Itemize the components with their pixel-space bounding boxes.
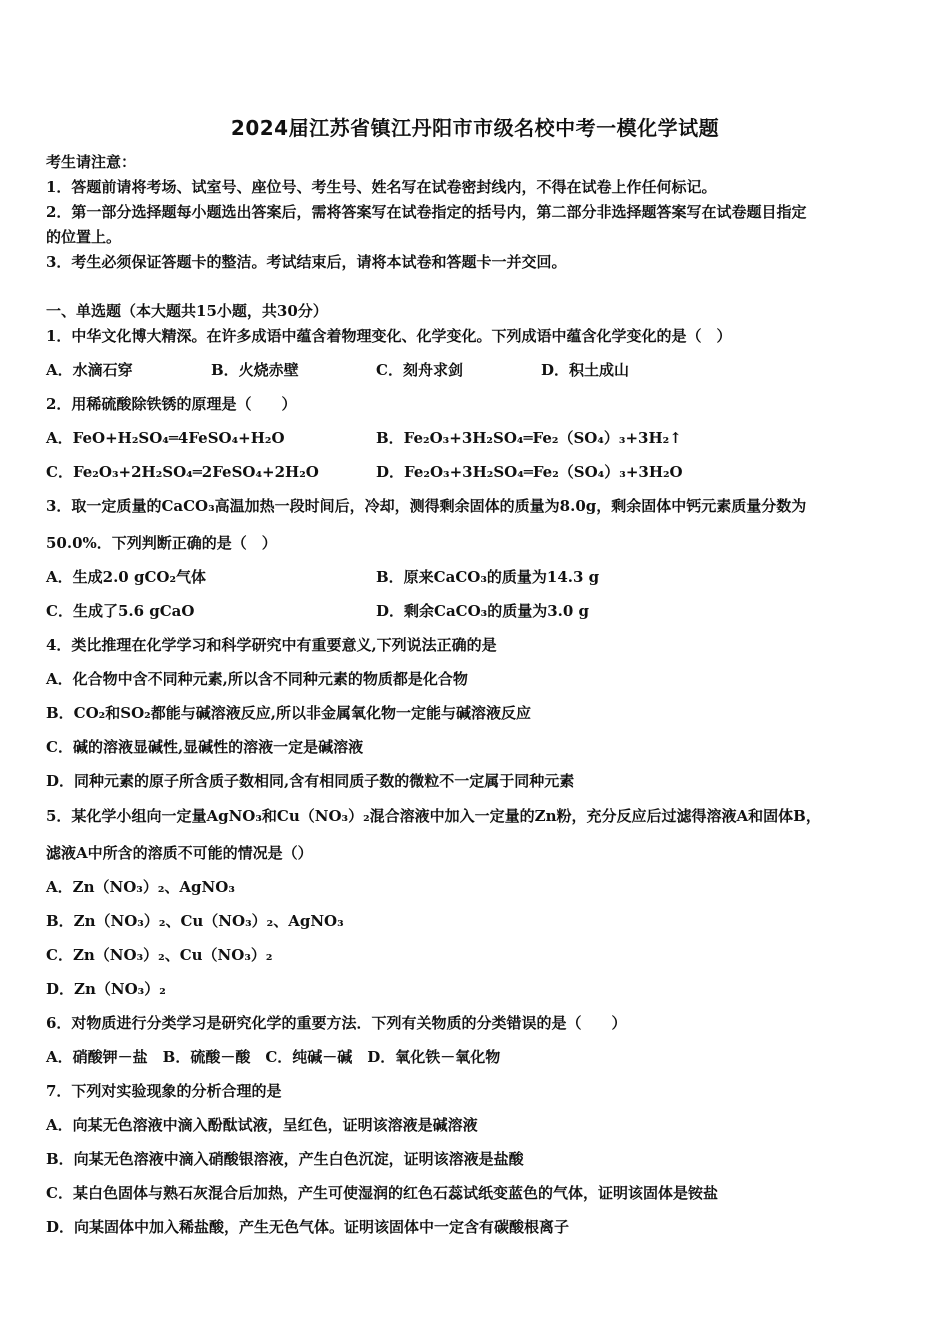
question-stem: 1．中华文化博大精深。在许多成语中蕴含着物理变化、化学变化。下列成语中蕴含化学变化的是（ ） [46, 327, 732, 345]
question-stem: 4．类比推理在化学学习和科学研究中有重要意义,下列说法正确的是 [46, 636, 497, 654]
option-c: C．生成了5.6 gCaO [46, 602, 195, 620]
option-b: B．Fe₂O₃+3H₂SO₄═Fe₂（SO₄）₃+3H₂↑ [376, 429, 682, 447]
notice-item: 2．第一部分选择题每小题选出答案后，需将答案写在试卷指定的括号内，第二部分非选择题答案写在试卷题目指定 [46, 203, 807, 221]
option-c: C．刻舟求剑 [376, 361, 463, 379]
option-d: D．Zn（NO₃）₂ [46, 980, 166, 998]
option-d: D．Fe₂O₃+3H₂SO₄═Fe₂（SO₄）₃+3H₂O [376, 463, 683, 481]
option-a: A．向某无色溶液中滴入酚酞试液，呈红色，证明该溶液是碱溶液 [46, 1116, 478, 1134]
page-title: 2024届江苏省镇江丹阳市市级名校中考一模化学试题 [230, 116, 720, 140]
option-a: A．FeO+H₂SO₄═4FeSO₄+H₂O [46, 429, 285, 447]
option-c: C．某白色固体与熟石灰混合后加热，产生可使湿润的红色石蕊试纸变蓝色的气体，证明该固体是铵盐 [46, 1184, 718, 1202]
option-b: B．CO₂和SO₂都能与碱溶液反应,所以非金属氧化物一定能与碱溶液反应 [46, 704, 531, 722]
question-stem: 2．用稀硫酸除铁锈的原理是（ ） [46, 395, 297, 413]
question-stem: 5．某化学小组向一定量AgNO₃和Cu（NO₃）₂混合溶液中加入一定量的Zn粉，充分反应后过滤得溶液A和固体B， [46, 807, 821, 825]
notice-item: 1．答题前请将考场、试室号、座位号、考生号、姓名写在试卷密封线内，不得在试卷上作任何标记。 [46, 178, 717, 196]
question-stem-continued: 滤液A中所含的溶质不可能的情况是（） [46, 844, 313, 862]
notice-item: 3．考生必须保证答题卡的整洁。考试结束后，请将本试卷和答题卡一并交回。 [46, 253, 567, 271]
option-c: C．Fe₂O₃+2H₂SO₄═2FeSO₄+2H₂O [46, 463, 319, 481]
notice-heading: 考生请注意： [46, 153, 137, 171]
question-stem: 6．对物质进行分类学习是研究化学的重要方法．下列有关物质的分类错误的是（ ） [46, 1014, 627, 1032]
option-a: A．生成2.0 gCO₂气体 [46, 568, 207, 586]
option-b: B．原来CaCO₃的质量为14.3 g [376, 568, 600, 586]
option-c: C．Zn（NO₃）₂、Cu（NO₃）₂ [46, 946, 273, 964]
option-b: B．向某无色溶液中滴入硝酸银溶液，产生白色沉淀，证明该溶液是盐酸 [46, 1150, 524, 1168]
option-b: B．Zn（NO₃）₂、Cu（NO₃）₂、AgNO₃ [46, 912, 344, 930]
options-line: A．硝酸钾－盐 B．硫酸－酸 C．纯碱－碱 D．氧化铁－氧化物 [46, 1048, 501, 1066]
question-stem-continued: 50.0%．下列判断正确的是（ ） [46, 534, 277, 552]
question-stem: 7．下列对实验现象的分析合理的是 [46, 1082, 282, 1100]
section-heading: 一、单选题（本大题共15小题，共30分） [46, 302, 328, 320]
option-d: D．剩余CaCO₃的质量为3.0 g [376, 602, 590, 620]
option-a: A．Zn（NO₃）₂、AgNO₃ [46, 878, 235, 896]
option-d: D．同种元素的原子所含质子数相同,含有相同质子数的微粒不一定属于同种元素 [46, 772, 575, 790]
option-a: A．水滴石穿 [46, 361, 133, 379]
option-a: A．化合物中含不同种元素,所以含不同种元素的物质都是化合物 [46, 670, 468, 688]
option-d: D．积土成山 [541, 361, 630, 379]
option-d: D．向某固体中加入稀盐酸，产生无色气体。证明该固体中一定含有碳酸根离子 [46, 1218, 570, 1236]
notice-item: 的位置上。 [46, 228, 122, 246]
question-stem: 3．取一定质量的CaCO₃高温加热一段时间后，冷却，测得剩余固体的质量为8.0g，剩余固体中钙元素质量分数为 [46, 497, 807, 515]
option-c: C．碱的溶液显碱性,显碱性的溶液一定是碱溶液 [46, 738, 364, 756]
option-b: B．火烧赤壁 [211, 361, 299, 379]
